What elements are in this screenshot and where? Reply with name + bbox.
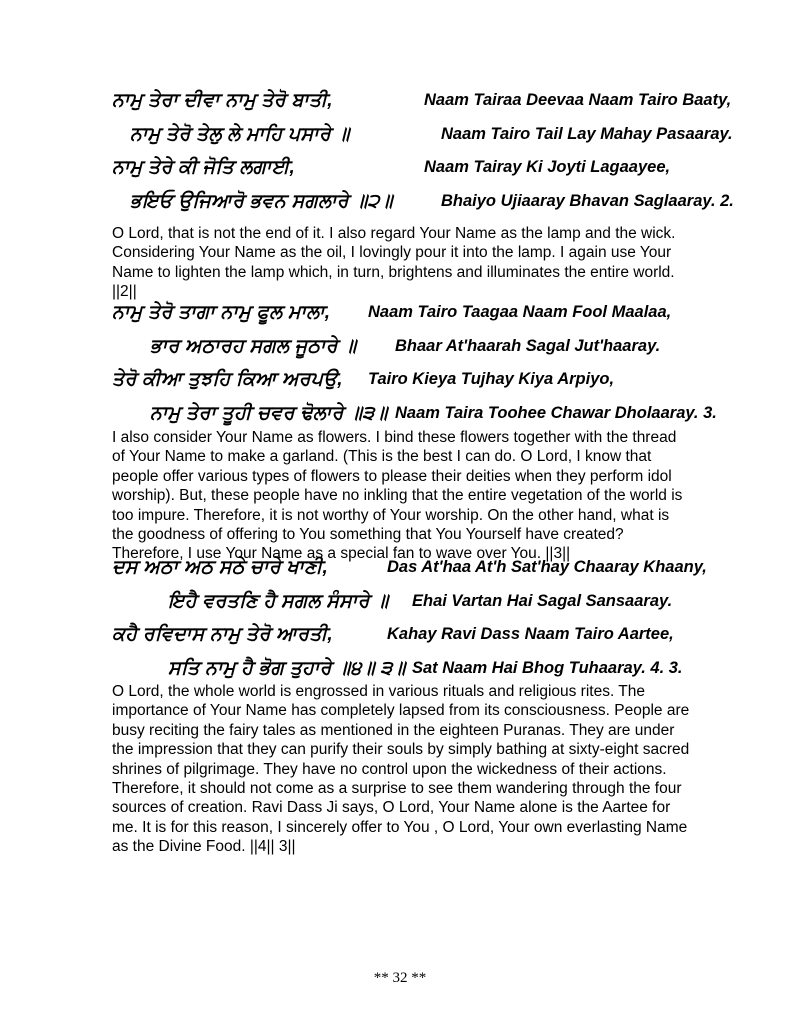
transliteration-line: Sat Naam Hai Bhog Tuhaaray. 4. 3. [412,658,683,677]
translation-paragraph-3: O Lord, the whole world is engrossed in various rituals and religious rites. The importance of Your Name has completely lapsed from its consciousness. People are busy reciting the fairy tales as mentioned in the eighteen Puranas. They are under the impression that they can purify their souls by simply bathing at sixty-eight sacred shrines of pilgrimage. They have no control upon the wickedness of their actions. Therefore, it should not come as a surprise to see them wandering through the four sources of creation. Ravi Dass Ji says, O Lord, Your Name alone is the Aartee for me. It is for this reason, I sincerely offer to You , O Lord, Your own everlasting Name as the Divine Food. ||4|| 3|| [112,683,690,856]
gurmukhi-line: ਭਾਰ ਅਠਾਰਹ ਸਗਲ ਜੂਠਾਰੇ ॥ [150,335,357,357]
gurmukhi-line: ਨਾਮੁ ਤੇਰਾ ਦੀਵਾ ਨਾਮੁ ਤੇਰੋ ਬਾਤੀ, [112,90,333,111]
verse-block-2 [112,296,717,430]
transliteration-column [424,84,734,218]
translation-paragraph-1: O Lord, that is not the end of it. I also regard Your Name as the lamp and the wick. Considering Your Name as the oil, I lovingly pour it into the lamp. I again use Your Name to lighten the lamp which, in turn, brightens and illuminates the entire world. ||2|| [112,225,676,301]
gurmukhi-line: ਤੇਰੋ ਕੀਆ ਤੁਝਹਿ ਕਿਆ ਅਰਪਉ, [112,369,343,391]
gurmukhi-line: ਨਾਮੁ ਤੇਰੋ ਤਾਗਾ ਨਾਮੁ ਫੂਲ ਮਾਲਾ, [112,302,331,323]
transliteration-line: Tairo Kieya Tujhay Kiya Arpiyo, [368,370,615,389]
transliteration-line: Ehai Vartan Hai Sagal Sansaaray. [412,591,673,610]
transliteration-line: Kahay Ravi Dass Naam Tairo Aartee, [387,625,674,644]
gurmukhi-column [112,296,388,430]
transliteration-column [387,551,707,685]
gurmukhi-line: ਭਇਓ ਉਜਿਆਰੋ ਭਵਨ ਸਗਲਾਰੇ ॥੨॥ [130,190,393,212]
gurmukhi-line: ਦਸ ਅਠਾ ਅਠ ਸਠੇ ਚਾਰੇ ਖਾਣੀ, [112,557,329,578]
gurmukhi-line: ਸਤਿ ਨਾਮੁ ਹੈ ਭੋਗ ਤੁਹਾਰੇ ॥੪॥ ੩॥ [168,657,406,679]
verse-block-3 [112,551,707,685]
page-number: ** 32 ** [373,970,427,986]
gurmukhi-column [112,551,406,685]
transliteration-line: Bhaiyo Ujiaaray Bhavan Saglaaray. 2. [441,191,734,210]
transliteration-column [368,296,717,430]
verse-block-1 [112,84,734,218]
translation-paragraph-2: I also consider Your Name as flowers. I bind these flowers together with the thread of Your Name to make a garland. (This is the best I can do. O Lord, I know that people offer various types of flowers to please their deities when they perform idol worship). But, these people have no inkling that the entire vegetation of the world is too impure. Therefore, it is not worthy of Your worship. On the other hand, what is the goodness of offering to You something that You Yourself have created? Therefore, I use Your Name as a special fan to wave over You. ||3|| [112,429,683,563]
gurmukhi-column [112,84,424,218]
transliteration-line: Das At'haa At'h Sat'hay Chaaray Khaany, [387,558,707,576]
gurmukhi-line: ਨਾਮੁ ਤੇਰੇ ਕੀ ਜੋਤਿ ਲਗਾਈ, [112,157,296,179]
gurmukhi-line: ਨਾਮੁ ਤੇਰਾ ਤੂਹੀ ਚਵਰ ਢੋਲਾਰੇ ॥੩॥ [150,402,388,424]
transliteration-line: Naam Tairaa Deevaa Naam Tairo Baaty, [424,91,732,109]
gurmukhi-line: ਨਾਮੁ ਤੇਰੋ ਤੇਲੁ ਲੇ ਮਾਹਿ ਪਸਾਰੇ ॥ [130,123,350,145]
gurmukhi-line: ਇਹੈ ਵਰਤਣਿ ਹੈ ਸਗਲ ਸੰਸਾਰੇ ॥ [168,590,389,612]
transliteration-line: Naam Tairay Ki Joyti Lagaayee, [424,158,671,177]
transliteration-line: Bhaar At'haarah Sagal Jut'haaray. [395,336,661,355]
transliteration-line: Naam Tairo Taagaa Naam Fool Maalaa, [368,303,672,321]
transliteration-line: Naam Tairo Tail Lay Mahay Pasaaray. [441,124,733,143]
gurmukhi-line: ਕਹੈ ਰਵਿਦਾਸ ਨਾਮੁ ਤੇਰੋ ਆਰਤੀ, [112,624,333,646]
transliteration-line: Naam Taira Toohee Chawar Dholaaray. 3. [395,403,717,422]
